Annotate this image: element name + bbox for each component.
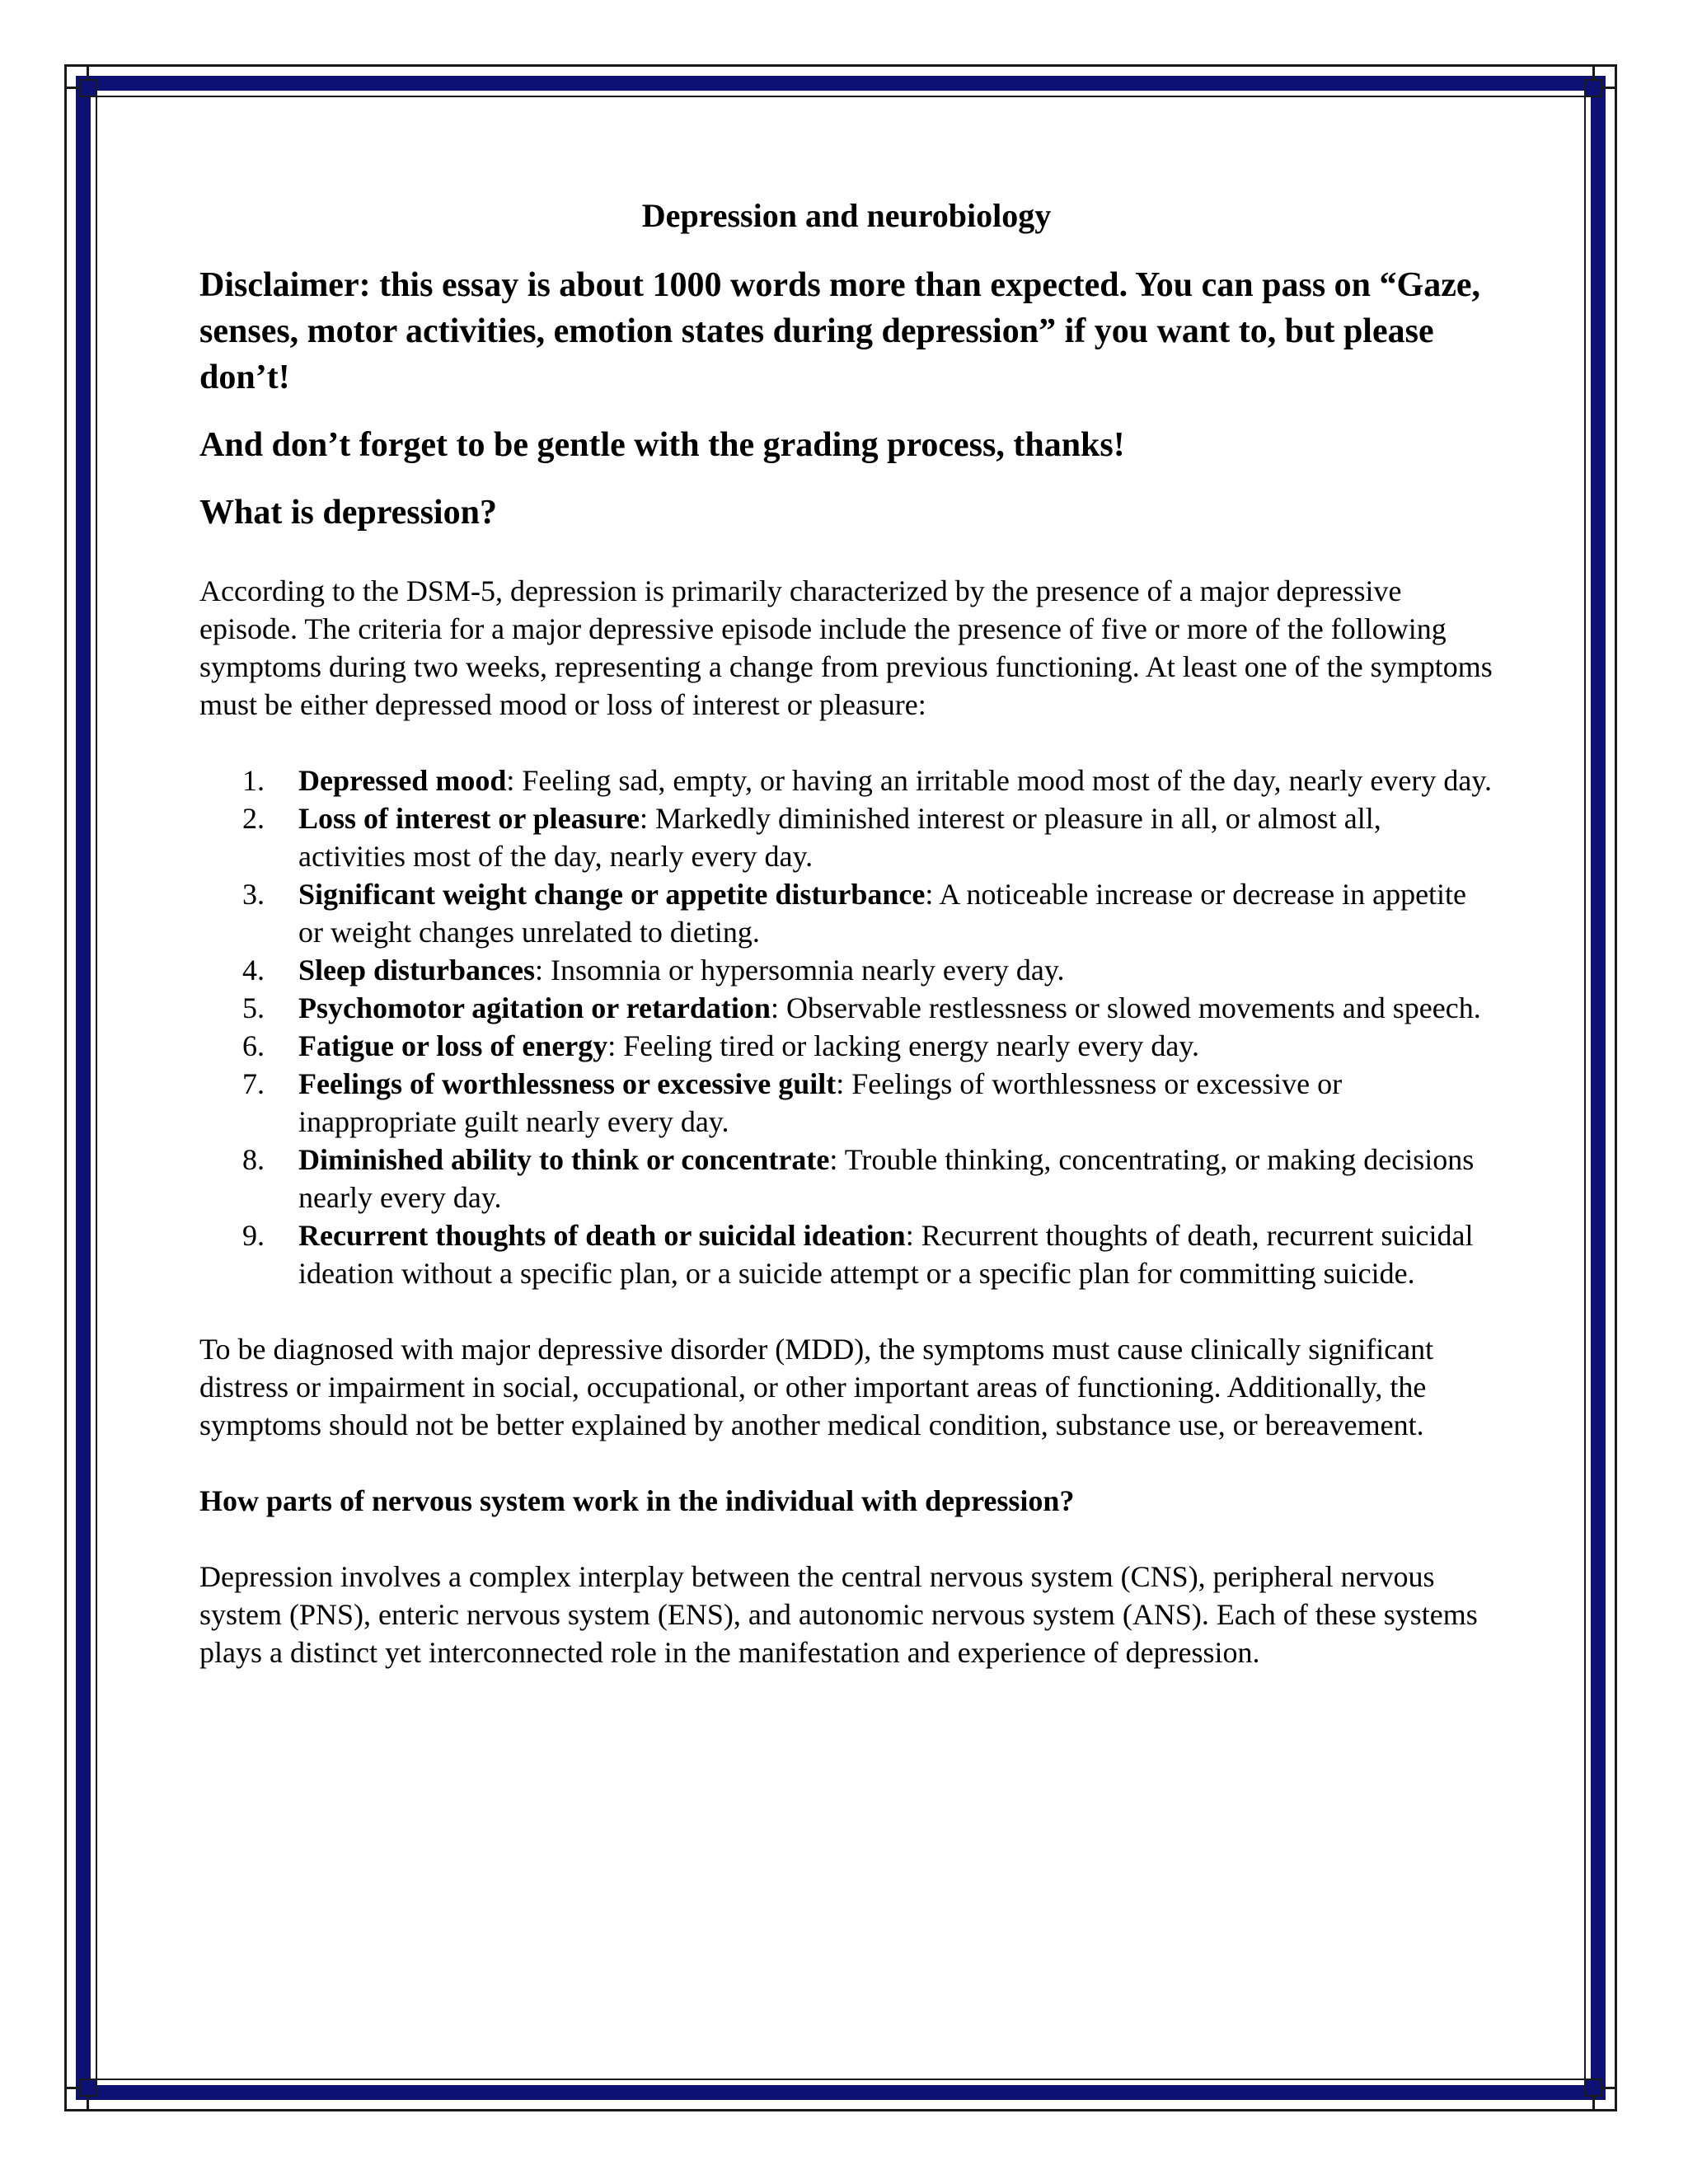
list-item-term: Fatigue or loss of energy	[298, 1029, 608, 1062]
list-item-number: 1.	[242, 764, 265, 797]
list-item	[199, 1216, 1493, 1292]
list-item-term: Sleep disturbances	[298, 954, 536, 987]
list-item	[199, 1065, 1493, 1141]
list-item-number: 8.	[242, 1143, 265, 1176]
corner-ornament-bottom-right	[1579, 2074, 1617, 2111]
list-item-number: 9.	[242, 1219, 265, 1252]
list-item-description: : Feelings of worthlessness or excessive or inappropriate guilt nearly every day.	[298, 1067, 1343, 1138]
list-item-description: : Observable restlessness or slowed movements and speech.	[770, 991, 1481, 1024]
document-title: Depression and neurobiology	[641, 197, 1052, 234]
list-item-description: : Recurrent thoughts of death, recurrent suicidal ideation without a specific plan, or a suicide attempt or a specific plan for committing suicide.	[298, 1219, 1474, 1290]
list-item-number: 5.	[242, 991, 265, 1024]
list-item-description: : Feeling tired or lacking energy nearly every day.	[607, 1029, 1200, 1062]
list-item-term: Depressed mood	[298, 764, 507, 797]
section-heading-nervous-system: How parts of nervous system work in the individual with depression?	[199, 1484, 1075, 1517]
nervous-system-paragraph: Depression involves a complex interplay between the central nervous system (CNS), peripheral nervous system (PNS), enteric nervous system (ENS), and autonomic nervous system (ANS). Each of these systems plays a distinct yet interconnected role in the manifestation and experience of depression.	[199, 1560, 1478, 1669]
list-item-number: 4.	[242, 954, 265, 987]
list-item-description: : A noticeable increase or decrease in appetite or weight changes unrelated to dieting.	[298, 878, 1467, 949]
list-item-term: Recurrent thoughts of death or suicidal ideation	[298, 1219, 906, 1252]
diagnosis-paragraph: To be diagnosed with major depressive disorder (MDD), the symptoms must cause clinically significant distress or impairment in social, occupational, or other important areas of functioning. Additionally, the symptoms should not be better explained by another medical condition, substance use, or bereavement.	[199, 1333, 1434, 1441]
symptom-criteria-list	[199, 762, 1493, 1292]
document-body	[199, 196, 1493, 1709]
list-item-term: Diminished ability to think or concentrate	[298, 1143, 830, 1176]
list-item	[199, 875, 1493, 951]
list-item	[199, 989, 1493, 1027]
list-item-term: Feelings of worthlessness or excessive guilt	[298, 1067, 837, 1100]
list-item-description: : Markedly diminished interest or pleasure in all, or almost all, activities most of the day, nearly every day.	[298, 802, 1381, 873]
section-heading-what-is-depression: What is depression?	[199, 494, 497, 532]
list-item-term: Loss of interest or pleasure	[298, 802, 640, 835]
disclaimer-heading: Disclaimer: this essay is about 1000 words more than expected. You can pass on “Gaze, senses, motor activities, emotion states during depression” if you want to, but please don’t!	[199, 266, 1480, 396]
list-item-term: Significant weight change or appetite disturbance	[298, 878, 926, 911]
list-item-description: : Trouble thinking, concentrating, or making decisions nearly every day.	[298, 1143, 1475, 1214]
corner-ornament-bottom-left	[64, 2074, 102, 2111]
list-item	[199, 799, 1493, 875]
corner-ornament-top-right	[1579, 64, 1617, 102]
list-item-number: 2.	[242, 802, 265, 835]
list-item-description: : Feeling sad, empty, or having an irritable mood most of the day, nearly every day.	[506, 764, 1493, 797]
intro-paragraph: According to the DSM-5, depression is primarily characterized by the presence of a major depressive episode. The criteria for a major depressive episode include the presence of five or more of the following symptoms during two weeks, representing a change from previous functioning. At least one of the symptoms must be either depressed mood or loss of interest or pleasure:	[199, 574, 1493, 721]
list-item-number: 7.	[242, 1067, 265, 1100]
list-item-number: 6.	[242, 1029, 265, 1062]
grading-request-heading: And don’t forget to be gentle with the grading process, thanks!	[199, 426, 1125, 464]
list-item	[199, 1027, 1493, 1065]
list-item-number: 3.	[242, 878, 265, 911]
list-item-term: Psychomotor agitation or retardation	[298, 991, 771, 1024]
corner-ornament-top-left	[64, 64, 102, 102]
list-item-description: : Insomnia or hypersomnia nearly every day.	[535, 954, 1065, 987]
list-item	[199, 951, 1493, 989]
list-item	[199, 762, 1493, 799]
list-item	[199, 1141, 1493, 1216]
